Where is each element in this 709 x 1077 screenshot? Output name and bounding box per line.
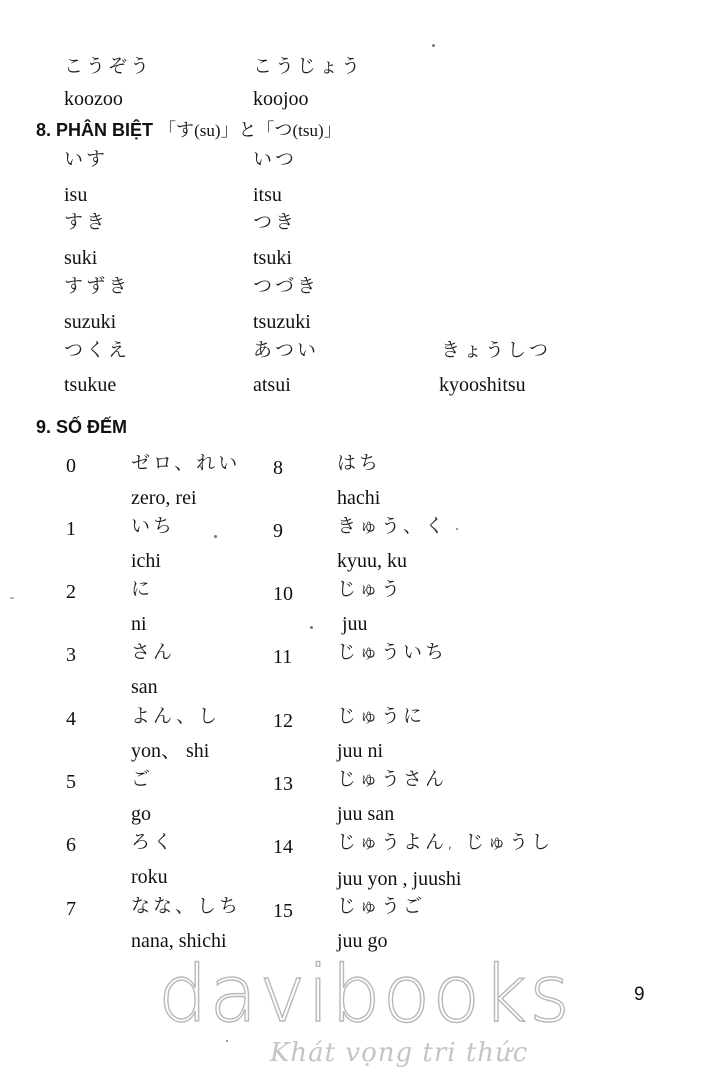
count-kana: じゅうさん [337, 768, 448, 790]
s8-romaji: tsukue [64, 374, 117, 396]
watermark-tagline: Khát vọng tri thức [270, 1038, 529, 1068]
s8-kana: いす [64, 148, 109, 170]
count-number: 2 [66, 581, 76, 603]
section-8-part5: 」 [323, 120, 342, 141]
count-number: 8 [273, 457, 283, 479]
count-number: 11 [273, 646, 293, 668]
section-8-label: PHÂN BIỆT [56, 120, 154, 140]
s8-kana: すずき [64, 275, 131, 297]
s8-romaji: tsuki [253, 247, 292, 269]
scan-speck [10, 597, 14, 599]
watermark-brand: davibooks [158, 950, 572, 1040]
count-kana: なな、しち [131, 895, 242, 917]
count-romaji: nana, shichi [131, 930, 227, 952]
s8-kana: あつい [253, 339, 320, 361]
section-8-part2: (su) [194, 121, 221, 140]
count-number: 9 [273, 520, 283, 542]
scan-speck [310, 626, 313, 629]
count-kana: じゅうに [337, 705, 426, 727]
s8-romaji: atsui [253, 374, 291, 396]
count-number: 0 [66, 455, 76, 477]
s8-romaji: itsu [253, 184, 282, 206]
count-romaji: hachi [337, 487, 381, 509]
intro-romaji-1: koozoo [64, 88, 123, 110]
count-number: 4 [66, 708, 76, 730]
count-romaji: ichi [131, 550, 161, 572]
count-kana: よん、し [131, 705, 221, 727]
section-8-part4: (tsu) [292, 121, 324, 140]
count-romaji: zero, rei [131, 487, 197, 509]
s8-romaji: isu [64, 184, 88, 206]
count-kana: じゅういち [337, 641, 448, 663]
count-romaji: juu san [337, 803, 395, 825]
count-romaji: juu go [337, 930, 388, 952]
count-kana: はち [337, 452, 382, 474]
s8-romaji: tsuzuki [253, 311, 311, 333]
count-number: 13 [273, 773, 293, 795]
count-kana: ゼロ、れい [131, 452, 241, 474]
count-kana: に [131, 578, 154, 600]
scan-speck [432, 44, 435, 47]
count-number: 3 [66, 644, 76, 666]
count-kana: さん [131, 641, 176, 663]
page-number: 9 [634, 984, 645, 1005]
s8-kana: きょうしつ [441, 339, 552, 361]
count-number: 15 [273, 900, 293, 922]
section-8-part1: 「す [158, 120, 195, 141]
count-romaji: juu yon , juushi [337, 868, 462, 890]
count-romaji: roku [131, 866, 168, 888]
intro-kana-2: こうじょう [253, 55, 364, 77]
s8-kana: つづき [253, 275, 320, 297]
section-9-heading: 9. SỐ ĐẾM [36, 417, 128, 437]
count-kana: じゅうよん, じゅうし [337, 831, 554, 853]
count-kana: いち [131, 515, 176, 537]
count-kana: じゅう [337, 578, 404, 600]
s8-romaji: kyooshitsu [439, 374, 526, 396]
scan-speck [226, 1040, 228, 1042]
count-number: 14 [273, 836, 293, 858]
section-8-number: 8. [36, 120, 52, 140]
intro-kana-1: こうぞう [64, 55, 153, 77]
section-8-part3: 」と「つ [220, 120, 293, 141]
intro-romaji-2: koojoo [253, 88, 309, 110]
s8-kana: つき [253, 211, 298, 233]
count-romaji: san [131, 676, 158, 698]
count-romaji: go [131, 803, 151, 825]
count-kana: きゅう、く [337, 515, 448, 537]
s8-kana: いつ [253, 148, 298, 170]
count-romaji: kyuu, ku [337, 550, 407, 572]
count-number: 12 [273, 710, 293, 732]
s8-kana: すき [64, 211, 109, 233]
count-number: 6 [66, 834, 76, 856]
scan-speck [214, 535, 217, 538]
count-number: 7 [66, 898, 76, 920]
count-number: 1 [66, 518, 76, 540]
count-romaji: yon、 shi [131, 740, 210, 762]
count-number: 10 [273, 583, 293, 605]
count-romaji: juu ni [337, 740, 384, 762]
s8-romaji: suki [64, 247, 98, 269]
s8-kana: つくえ [64, 339, 131, 361]
count-romaji: ni [131, 613, 147, 635]
s8-romaji: suzuki [64, 311, 117, 333]
count-kana: じゅうご [337, 895, 426, 917]
section-8-heading [36, 121, 342, 140]
count-romaji: juu [342, 613, 368, 635]
count-kana: ご [131, 768, 154, 790]
scan-speck [456, 528, 458, 530]
count-number: 5 [66, 771, 76, 793]
count-kana: ろく [131, 831, 176, 853]
